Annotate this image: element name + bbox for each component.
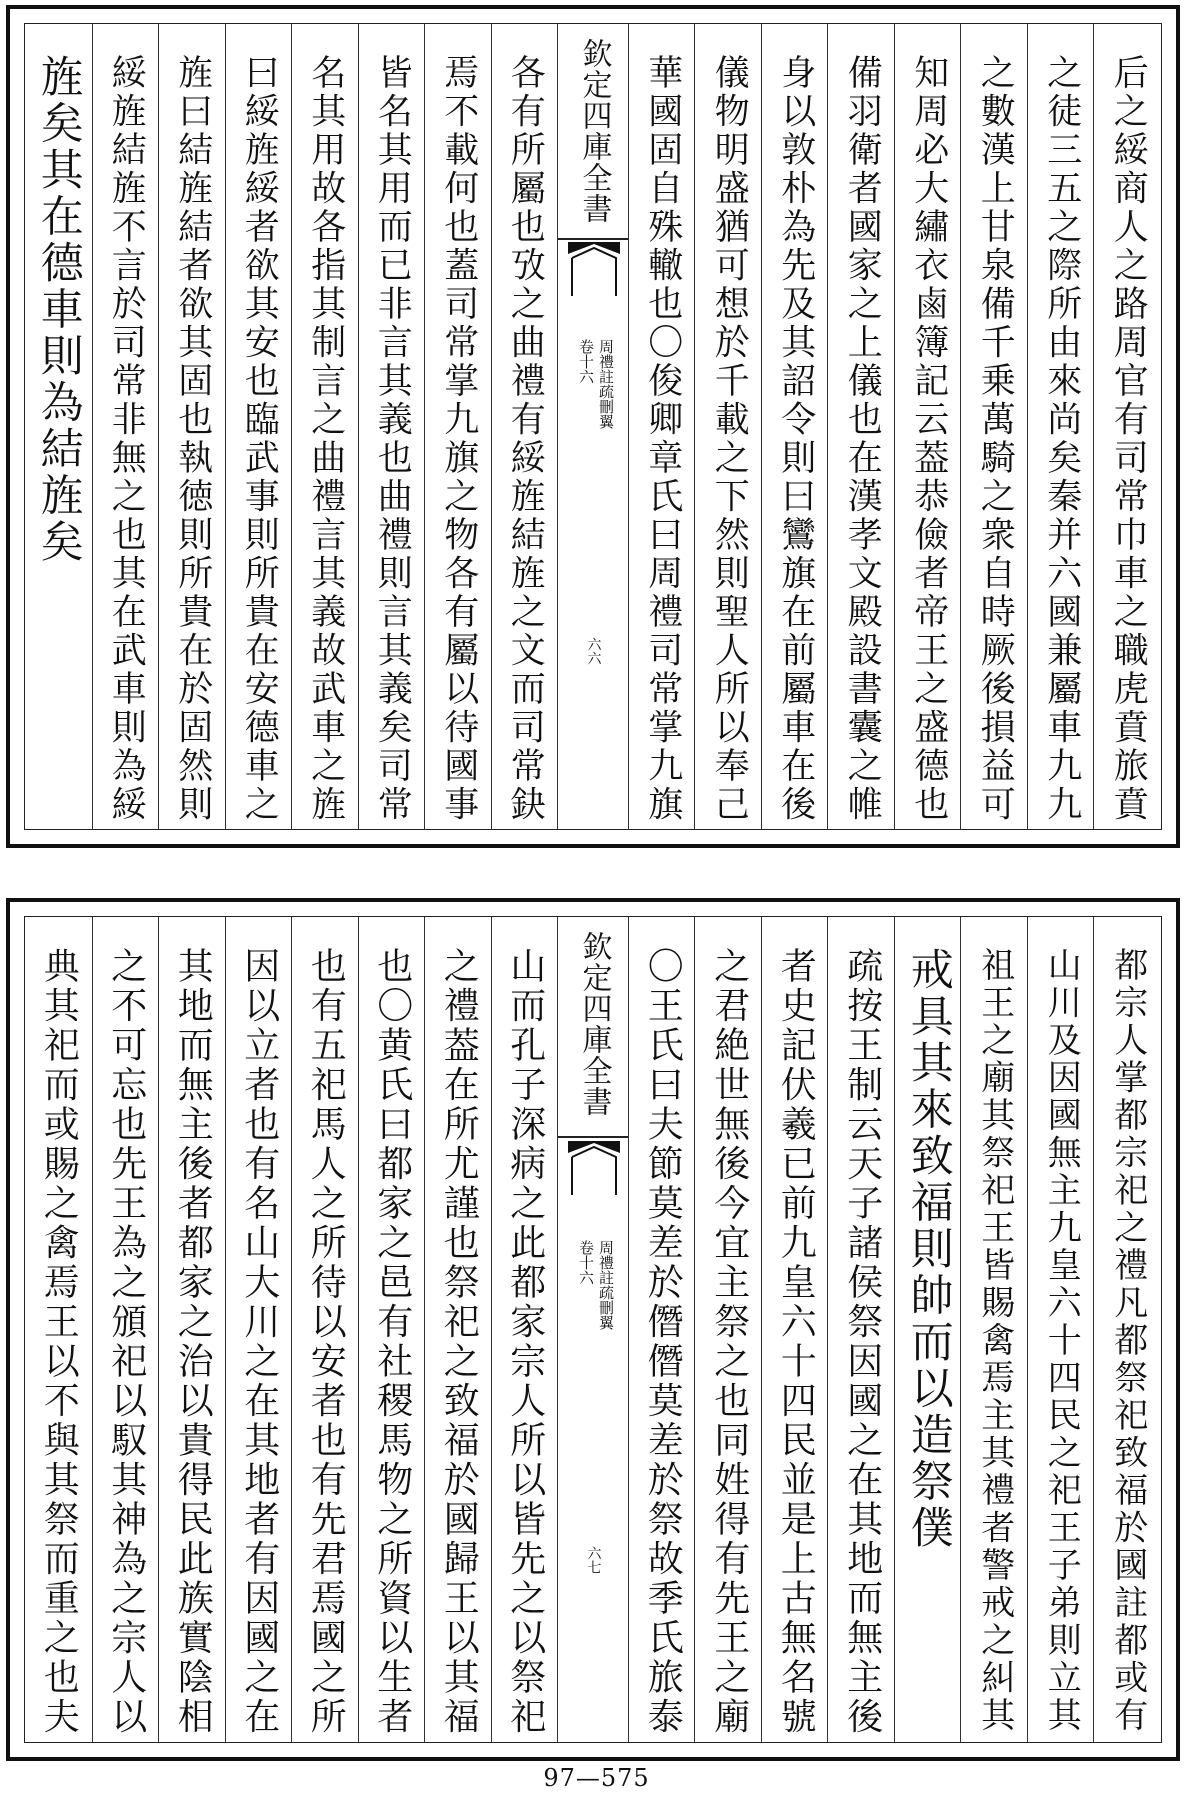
volume-label: 卷十六 [576,338,595,384]
book-title: 欽定四庫全書 [576,931,612,1117]
column-text: 旌曰結旌結者欲其固也執徳則所貴在於固然則 [172,54,213,824]
column-text: 〇王氏曰夫節莫差於僭僭莫差於祭故季氏旅泰 [642,947,684,1737]
column-text: 后之綏商人之路周官有司常巾車之職虎賁旅賁 [1108,54,1149,824]
column-text: 曰綏旌綏者欲其安也臨武事則所貴在安德車之 [239,54,280,824]
text-column [827,24,895,829]
text-column [1027,917,1095,1742]
text-column [761,24,829,829]
column-text: 之數漢上甘泉備千乗萬騎之衆自時厥後損益可 [975,54,1016,824]
column-text: 身以敦朴為先及其詔令則曰鸞旗在前屬車在後 [775,54,816,824]
folio-number: 六七 [585,1545,602,1574]
text-column [694,917,762,1742]
column-text: 焉不載何也蓋司常掌九旗之物各有屬以待國事 [438,54,479,824]
fishtail-mark-icon [568,1139,620,1197]
column-text: 山川及因國無主九皇六十四民之祀王子弟則立其 [1041,947,1082,1735]
text-column [491,24,559,829]
text-column [1093,24,1161,829]
column-text: 旌矣其在德車則為結旌矣 [33,54,84,566]
folio-number: 六六 [585,637,602,666]
book-subtitle: 周禮註疏刪翼 [596,1239,615,1330]
column-text: 也〇黄氏曰都家之邑有社稷馬物之所資以生者 [371,947,413,1737]
column-text: 之不可忘也先王為之頒祀以馭其神為之宗人以 [105,947,147,1737]
top-text-frame [24,23,1162,830]
text-column [424,917,492,1742]
bottom-leaf [6,898,1180,1761]
text-column [291,24,359,829]
book-subtitle: 周禮註疏刪翼 [596,338,615,429]
column-text: 華國固自殊轍也〇俊卿章氏曰周禮司常掌九旗 [642,54,683,824]
text-column [358,917,426,1742]
column-text: 因以立者也有名山大川之在其地者有因國之在 [238,947,280,1737]
bottom-leaf-center-gutter [557,917,629,1742]
text-column [158,24,226,829]
text-column [358,24,426,829]
column-text: 都宗人掌都宗祀之禮凡都祭祀致福於國註都或有 [1107,947,1148,1735]
column-text: 也有五祀馬人之所待以安者也有先君焉國之所 [305,947,347,1737]
top-leaf [6,5,1180,848]
fishtail-mark-icon [568,240,620,298]
text-column [894,24,962,829]
column-text: 儀物明盛猶可想於千載之下然則聖人所以奉己 [709,54,750,824]
text-column [92,917,160,1742]
text-column [424,24,492,829]
column-text: 綏旌結旌不言於司常非無之也其在武車則為綏 [106,54,147,824]
text-column [225,917,293,1742]
text-column [761,917,829,1742]
text-column [25,917,92,1742]
top-leaf-center-gutter [557,24,629,829]
text-column [1027,24,1095,829]
text-column [491,917,559,1742]
column-text: 名其用故各指其制言之曲禮言其義故武車之旌 [305,54,346,824]
text-column [158,917,226,1742]
column-text: 之君絶世無後今宜主祭之也同姓得有先王之廟 [708,947,750,1737]
column-text: 者史記伏羲已前九皇六十四民並是上古無名號 [775,947,817,1737]
column-text: 備羽衛者國家之上儀也在漢孝文殿設書囊之帷 [842,54,883,824]
bottom-text-frame [24,916,1162,1743]
column-text: 之禮葢在所尤謹也祭祀之致福於國歸王以其福 [438,947,480,1737]
text-column [225,24,293,829]
text-column [1093,917,1161,1742]
column-text: 其地而無主後者都家之治以貴得民此族實陰相 [172,947,214,1737]
text-column [628,24,696,829]
volume-label: 卷十六 [576,1239,595,1285]
text-column [291,917,359,1742]
column-text: 典其祀而或賜之禽焉王以不與其祭而重之也夫 [38,947,80,1737]
text-column [827,917,895,1742]
column-text: 各有所屬也攷之曲禮有綏旌結旌之文而司常鈌 [505,54,546,824]
column-text: 之徒三五之際所由來尚矣秦并六國兼屬車九九 [1041,54,1082,824]
text-column [92,24,160,829]
text-column [960,917,1028,1742]
book-title: 欽定四庫全書 [576,38,612,224]
page-number: 97—575 [543,1764,650,1792]
column-text: 皆名其用而已非言其義也曲禮則言其義矣司常 [372,54,413,824]
column-text: 疏按王制云天子諸侯祭因國之在其地而無主後 [841,947,883,1737]
column-text: 山而孔子深病之此都家宗人所以皆先之以祭祀 [504,947,546,1737]
text-column [694,24,762,829]
text-column [960,24,1028,829]
column-text: 戒具其來致福則帥而以造祭僕 [903,947,954,1552]
column-text: 祖王之廟其祭祀王皆賜禽焉主其禮者警戒之糾其 [974,947,1015,1735]
text-column [628,917,696,1742]
text-column [894,917,962,1742]
column-text: 知周必大繡衣鹵簿記云葢恭儉者帝王之盛德也 [908,54,949,824]
text-column [25,24,92,829]
